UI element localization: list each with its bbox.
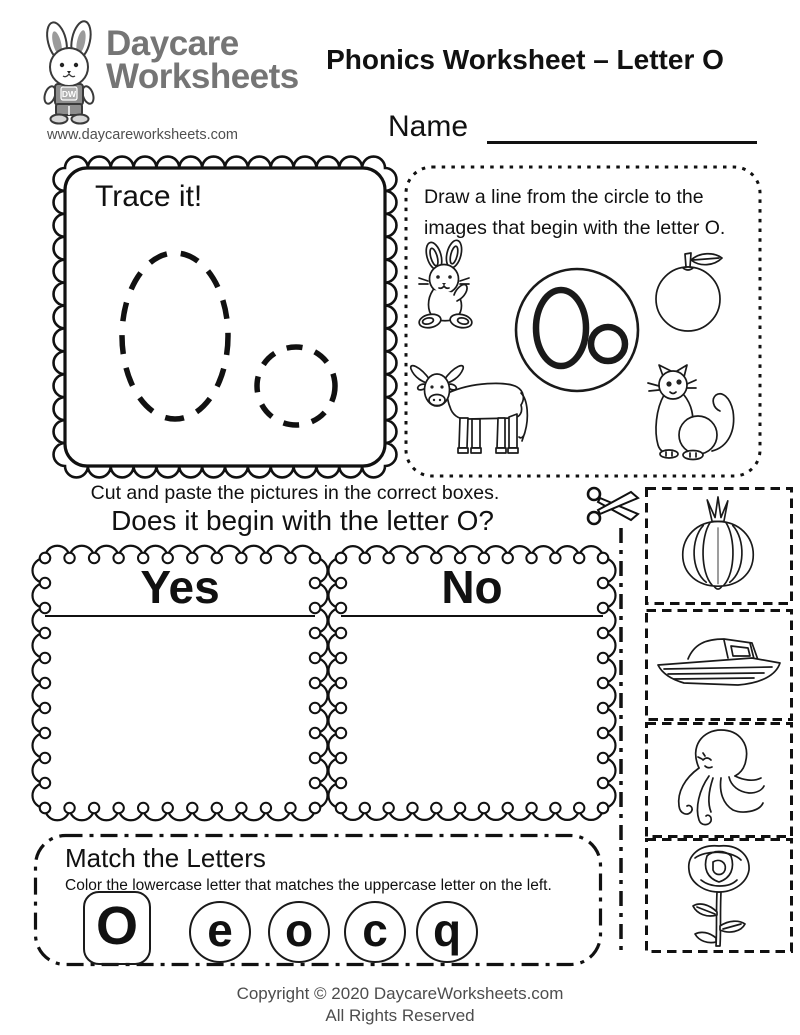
orange-icon — [656, 253, 722, 331]
brand-line1: Daycare — [106, 24, 239, 63]
no-label: No — [441, 561, 503, 613]
cut-item-boat — [645, 609, 793, 721]
name-label: Name — [388, 110, 469, 143]
rose-icon — [689, 846, 749, 946]
website-url: www.daycareworksheets.com — [47, 127, 238, 143]
brand-line2: Worksheets — [106, 56, 299, 96]
oo-circle — [516, 269, 638, 391]
logo-badge: DW — [61, 89, 77, 99]
option-circle-q: q — [416, 901, 478, 963]
cut-item-rose — [645, 838, 793, 953]
draw-instruction-line2: images that begin with the letter O. — [424, 216, 726, 239]
footer-copyright: Copyright © 2020 DaycareWorksheets.com — [236, 984, 564, 1003]
page-title: Phonics Worksheet – Letter O — [326, 44, 724, 75]
cut-instruction: Cut and paste the pictures in the correct boxes. — [90, 482, 500, 504]
boat-icon — [658, 639, 780, 685]
brand-name — [106, 24, 299, 96]
onion-icon — [683, 497, 754, 589]
cut-line — [618, 528, 624, 954]
yes-label: Yes — [140, 561, 220, 613]
octopus-icon — [679, 730, 764, 825]
ox-icon — [411, 366, 528, 453]
cut-item-octopus — [645, 722, 793, 838]
question-heading: Does it begin with the letter O? — [111, 505, 494, 536]
match-instruction: Color the lowercase letter that matches the uppercase letter on the left. — [65, 877, 552, 894]
rabbit-icon — [418, 239, 473, 330]
footer-rights: All Rights Reserved — [325, 1006, 475, 1025]
match-title: Match the Letters — [65, 843, 266, 873]
option-circle-e: e — [189, 901, 251, 963]
cut-item-onion — [645, 487, 793, 605]
draw-instruction-line1: Draw a line from the circle to the — [424, 186, 704, 208]
cat-icon — [648, 365, 734, 460]
bunny-logo-icon — [36, 20, 104, 124]
option-circle-c: c — [344, 901, 406, 963]
option-circle-o: o — [268, 901, 330, 963]
trace-title: Trace it! — [95, 180, 203, 213]
draw-instruction — [424, 182, 725, 243]
scissors-icon — [585, 483, 643, 529]
name-line — [487, 141, 757, 144]
uppercase-o-tile: O — [83, 891, 151, 965]
